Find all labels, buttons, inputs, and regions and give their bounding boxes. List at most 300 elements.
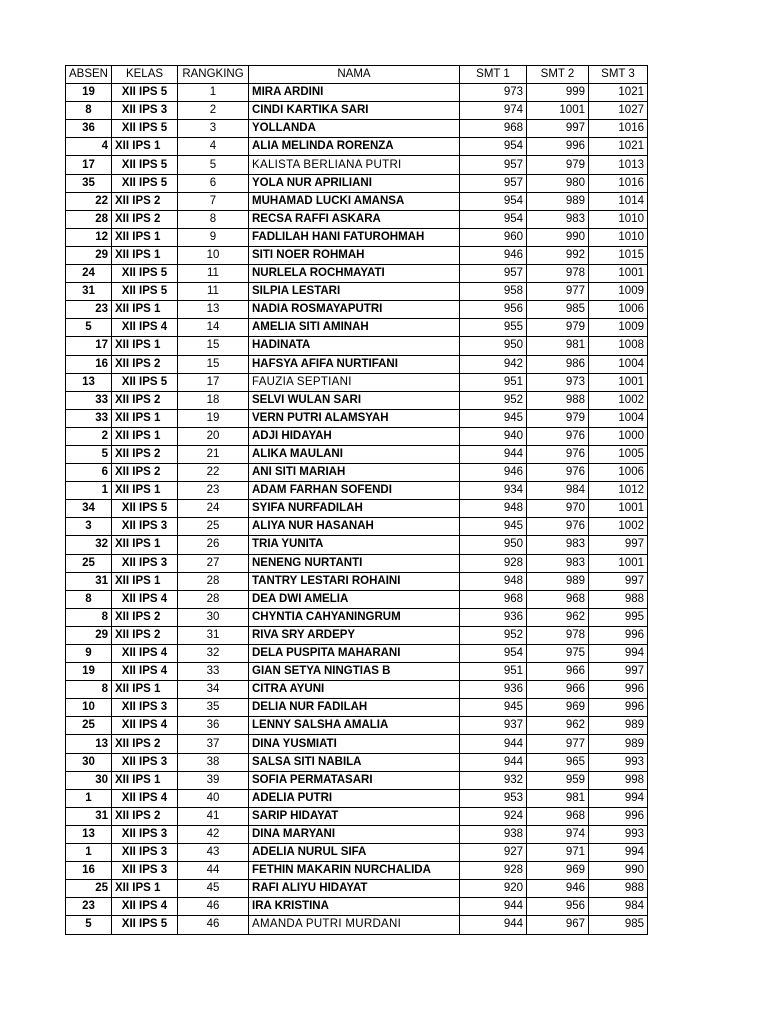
- rank-cell: 18: [178, 391, 249, 409]
- absen-cell: 8: [66, 590, 112, 608]
- table-row: [66, 862, 648, 880]
- smt2-cell: 988: [527, 391, 589, 409]
- smt3-cell: 1006: [589, 464, 648, 482]
- smt2-cell: 959: [527, 771, 589, 789]
- smt1-cell: 957: [460, 265, 527, 283]
- absen-cell: 2: [66, 427, 112, 445]
- smt1-cell: 973: [460, 84, 527, 102]
- rank-cell: 3: [178, 120, 249, 138]
- smt2-cell: 969: [527, 862, 589, 880]
- smt1-cell: 955: [460, 319, 527, 337]
- rank-cell: 43: [178, 844, 249, 862]
- nama-cell: AMELIA SITI AMINAH: [249, 319, 460, 337]
- smt3-cell: 1014: [589, 192, 648, 210]
- kelas-cell: XII IPS 5: [112, 283, 178, 301]
- kelas-cell: XII IPS 2: [112, 608, 178, 626]
- rank-cell: 35: [178, 699, 249, 717]
- smt2-cell: 981: [527, 789, 589, 807]
- table-row: [66, 717, 648, 735]
- kelas-cell: XII IPS 2: [112, 391, 178, 409]
- rank-cell: 23: [178, 482, 249, 500]
- smt3-cell: 988: [589, 590, 648, 608]
- rank-cell: 9: [178, 228, 249, 246]
- absen-cell: 13: [66, 735, 112, 753]
- absen-cell: 1: [66, 482, 112, 500]
- kelas-cell: XII IPS 1: [112, 572, 178, 590]
- kelas-cell: XII IPS 2: [112, 735, 178, 753]
- smt2-cell: 999: [527, 84, 589, 102]
- smt1-cell: 960: [460, 228, 527, 246]
- nama-cell: TRIA YUNITA: [249, 536, 460, 554]
- nama-cell: FAUZIA SEPTIANI: [249, 373, 460, 391]
- rank-cell: 45: [178, 880, 249, 898]
- rank-cell: 14: [178, 319, 249, 337]
- absen-cell: 5: [66, 916, 112, 934]
- table-row: [66, 789, 648, 807]
- smt3-cell: 997: [589, 572, 648, 590]
- table-row: [66, 192, 648, 210]
- nama-cell: ADELIA PUTRI: [249, 789, 460, 807]
- smt1-cell: 957: [460, 174, 527, 192]
- table-row: [66, 753, 648, 771]
- nama-cell: SILPIA LESTARI: [249, 283, 460, 301]
- kelas-cell: XII IPS 2: [112, 210, 178, 228]
- table-row: [66, 265, 648, 283]
- smt1-cell: 940: [460, 427, 527, 445]
- smt2-cell: 975: [527, 645, 589, 663]
- smt3-cell: 1005: [589, 445, 648, 463]
- kelas-cell: XII IPS 1: [112, 228, 178, 246]
- smt2-cell: 969: [527, 699, 589, 717]
- absen-cell: 5: [66, 319, 112, 337]
- smt2-cell: 979: [527, 156, 589, 174]
- smt3-cell: 997: [589, 536, 648, 554]
- absen-cell: 13: [66, 825, 112, 843]
- smt2-cell: 979: [527, 319, 589, 337]
- smt3-cell: 1013: [589, 156, 648, 174]
- absen-cell: 17: [66, 337, 112, 355]
- smt3-cell: 1009: [589, 319, 648, 337]
- nama-cell: ANI SITI MARIAH: [249, 464, 460, 482]
- smt3-cell: 996: [589, 699, 648, 717]
- smt2-cell: 976: [527, 464, 589, 482]
- smt1-cell: 946: [460, 246, 527, 264]
- table-row: [66, 645, 648, 663]
- kelas-cell: XII IPS 2: [112, 445, 178, 463]
- smt1-cell: 944: [460, 916, 527, 934]
- smt2-cell: 996: [527, 138, 589, 156]
- table-row: [66, 572, 648, 590]
- nama-cell: ADELIA NURUL SIFA: [249, 844, 460, 862]
- smt1-cell: 952: [460, 391, 527, 409]
- table-row: [66, 898, 648, 916]
- header-kelas: KELAS: [112, 66, 178, 84]
- kelas-cell: XII IPS 3: [112, 699, 178, 717]
- absen-cell: 23: [66, 301, 112, 319]
- smt2-cell: 983: [527, 554, 589, 572]
- smt3-cell: 985: [589, 916, 648, 934]
- kelas-cell: XII IPS 3: [112, 825, 178, 843]
- absen-cell: 13: [66, 373, 112, 391]
- kelas-cell: XII IPS 1: [112, 301, 178, 319]
- rank-cell: 15: [178, 355, 249, 373]
- smt2-cell: 992: [527, 246, 589, 264]
- smt1-cell: 924: [460, 807, 527, 825]
- kelas-cell: XII IPS 5: [112, 84, 178, 102]
- smt1-cell: 950: [460, 337, 527, 355]
- kelas-cell: XII IPS 4: [112, 898, 178, 916]
- absen-cell: 8: [66, 608, 112, 626]
- smt3-cell: 989: [589, 717, 648, 735]
- nama-cell: SOFIA PERMATASARI: [249, 771, 460, 789]
- table-row: [66, 156, 648, 174]
- kelas-cell: XII IPS 3: [112, 862, 178, 880]
- smt3-cell: 1021: [589, 84, 648, 102]
- header-row: [66, 66, 648, 84]
- rank-cell: 41: [178, 807, 249, 825]
- rank-cell: 6: [178, 174, 249, 192]
- smt1-cell: 946: [460, 464, 527, 482]
- smt1-cell: 944: [460, 753, 527, 771]
- smt3-cell: 1000: [589, 427, 648, 445]
- nama-cell: FADLILAH HANI FATUROHMAH: [249, 228, 460, 246]
- smt1-cell: 954: [460, 210, 527, 228]
- nama-cell: SALSA SITI NABILA: [249, 753, 460, 771]
- smt3-cell: 1012: [589, 482, 648, 500]
- absen-cell: 16: [66, 355, 112, 373]
- smt2-cell: 976: [527, 427, 589, 445]
- nama-cell: CITRA AYUNI: [249, 681, 460, 699]
- smt2-cell: 989: [527, 192, 589, 210]
- smt2-cell: 965: [527, 753, 589, 771]
- table-row: [66, 102, 648, 120]
- smt3-cell: 990: [589, 862, 648, 880]
- table-row: [66, 518, 648, 536]
- smt1-cell: 934: [460, 482, 527, 500]
- smt2-cell: 971: [527, 844, 589, 862]
- kelas-cell: XII IPS 1: [112, 771, 178, 789]
- smt2-cell: 985: [527, 301, 589, 319]
- kelas-cell: XII IPS 5: [112, 916, 178, 934]
- nama-cell: AMANDA PUTRI MURDANI: [249, 916, 460, 934]
- smt3-cell: 1021: [589, 138, 648, 156]
- smt3-cell: 989: [589, 735, 648, 753]
- smt1-cell: 951: [460, 373, 527, 391]
- nama-cell: CINDI KARTIKA SARI: [249, 102, 460, 120]
- rank-cell: 21: [178, 445, 249, 463]
- smt2-cell: 981: [527, 337, 589, 355]
- header-absen: ABSEN: [66, 66, 112, 84]
- nama-cell: MUHAMAD LUCKI AMANSA: [249, 192, 460, 210]
- smt3-cell: 1001: [589, 373, 648, 391]
- nama-cell: SITI NOER ROHMAH: [249, 246, 460, 264]
- smt2-cell: 976: [527, 445, 589, 463]
- nama-cell: KALISTA BERLIANA PUTRI: [249, 156, 460, 174]
- smt1-cell: 956: [460, 301, 527, 319]
- rank-cell: 40: [178, 789, 249, 807]
- smt2-cell: 974: [527, 825, 589, 843]
- rank-cell: 1: [178, 84, 249, 102]
- smt3-cell: 1006: [589, 301, 648, 319]
- smt2-cell: 956: [527, 898, 589, 916]
- nama-cell: NADIA ROSMAYAPUTRI: [249, 301, 460, 319]
- table-row: [66, 844, 648, 862]
- smt3-cell: 1001: [589, 554, 648, 572]
- smt1-cell: 936: [460, 608, 527, 626]
- header-smt1: SMT 1: [460, 66, 527, 84]
- nama-cell: ADAM FARHAN SOFENDI: [249, 482, 460, 500]
- smt1-cell: 920: [460, 880, 527, 898]
- kelas-cell: XII IPS 2: [112, 192, 178, 210]
- nama-cell: LENNY SALSHA AMALIA: [249, 717, 460, 735]
- smt1-cell: 948: [460, 572, 527, 590]
- table-row: [66, 120, 648, 138]
- table-row: [66, 536, 648, 554]
- rank-cell: 8: [178, 210, 249, 228]
- nama-cell: YOLLANDA: [249, 120, 460, 138]
- smt1-cell: 928: [460, 554, 527, 572]
- nama-cell: VERN PUTRI ALAMSYAH: [249, 409, 460, 427]
- absen-cell: 25: [66, 554, 112, 572]
- smt1-cell: 953: [460, 789, 527, 807]
- smt1-cell: 968: [460, 590, 527, 608]
- rank-cell: 34: [178, 681, 249, 699]
- smt2-cell: 977: [527, 735, 589, 753]
- absen-cell: 36: [66, 120, 112, 138]
- smt1-cell: 942: [460, 355, 527, 373]
- smt3-cell: 996: [589, 626, 648, 644]
- table-row: [66, 771, 648, 789]
- absen-cell: 30: [66, 753, 112, 771]
- kelas-cell: XII IPS 3: [112, 518, 178, 536]
- smt3-cell: 998: [589, 771, 648, 789]
- rank-cell: 46: [178, 916, 249, 934]
- table-row: [66, 174, 648, 192]
- table-row: [66, 246, 648, 264]
- kelas-cell: XII IPS 4: [112, 663, 178, 681]
- absen-cell: 10: [66, 699, 112, 717]
- smt1-cell: 938: [460, 825, 527, 843]
- smt1-cell: 945: [460, 409, 527, 427]
- smt1-cell: 944: [460, 445, 527, 463]
- absen-cell: 16: [66, 862, 112, 880]
- kelas-cell: XII IPS 3: [112, 102, 178, 120]
- table-row: [66, 228, 648, 246]
- kelas-cell: XII IPS 3: [112, 844, 178, 862]
- smt3-cell: 1001: [589, 265, 648, 283]
- kelas-cell: XII IPS 5: [112, 265, 178, 283]
- nama-cell: GIAN SETYA NINGTIAS B: [249, 663, 460, 681]
- absen-cell: 19: [66, 84, 112, 102]
- rank-cell: 38: [178, 753, 249, 771]
- table-row: [66, 482, 648, 500]
- table-row: [66, 880, 648, 898]
- absen-cell: 3: [66, 518, 112, 536]
- table-row: [66, 84, 648, 102]
- smt2-cell: 990: [527, 228, 589, 246]
- smt1-cell: 974: [460, 102, 527, 120]
- rank-cell: 30: [178, 608, 249, 626]
- absen-cell: 25: [66, 717, 112, 735]
- kelas-cell: XII IPS 3: [112, 753, 178, 771]
- nama-cell: ALIYA NUR HASANAH: [249, 518, 460, 536]
- nama-cell: NURLELA ROCHMAYATI: [249, 265, 460, 283]
- smt3-cell: 994: [589, 789, 648, 807]
- smt2-cell: 968: [527, 807, 589, 825]
- absen-cell: 12: [66, 228, 112, 246]
- rank-cell: 17: [178, 373, 249, 391]
- kelas-cell: XII IPS 2: [112, 807, 178, 825]
- table-row: [66, 825, 648, 843]
- nama-cell: SELVI WULAN SARI: [249, 391, 460, 409]
- rank-cell: 36: [178, 717, 249, 735]
- smt2-cell: 980: [527, 174, 589, 192]
- kelas-cell: XII IPS 4: [112, 645, 178, 663]
- table-row: [66, 445, 648, 463]
- smt2-cell: 983: [527, 210, 589, 228]
- kelas-cell: XII IPS 4: [112, 319, 178, 337]
- header-rangking: RANGKING: [178, 66, 249, 84]
- smt1-cell: 945: [460, 699, 527, 717]
- kelas-cell: XII IPS 5: [112, 156, 178, 174]
- table-row: [66, 807, 648, 825]
- table-row: [66, 608, 648, 626]
- absen-cell: 23: [66, 898, 112, 916]
- nama-cell: RAFI ALIYU HIDAYAT: [249, 880, 460, 898]
- rank-cell: 20: [178, 427, 249, 445]
- table-row: [66, 626, 648, 644]
- kelas-cell: XII IPS 1: [112, 482, 178, 500]
- smt2-cell: 997: [527, 120, 589, 138]
- smt2-cell: 989: [527, 572, 589, 590]
- smt1-cell: 954: [460, 138, 527, 156]
- nama-cell: IRA KRISTINA: [249, 898, 460, 916]
- smt2-cell: 1001: [527, 102, 589, 120]
- nama-cell: DEA DWI AMELIA: [249, 590, 460, 608]
- rank-cell: 44: [178, 862, 249, 880]
- absen-cell: 29: [66, 626, 112, 644]
- kelas-cell: XII IPS 4: [112, 590, 178, 608]
- table-row: [66, 699, 648, 717]
- smt1-cell: 932: [460, 771, 527, 789]
- smt2-cell: 977: [527, 283, 589, 301]
- kelas-cell: XII IPS 1: [112, 536, 178, 554]
- rank-cell: 19: [178, 409, 249, 427]
- absen-cell: 31: [66, 572, 112, 590]
- absen-cell: 22: [66, 192, 112, 210]
- kelas-cell: XII IPS 4: [112, 789, 178, 807]
- smt2-cell: 967: [527, 916, 589, 934]
- smt1-cell: 950: [460, 536, 527, 554]
- smt1-cell: 968: [460, 120, 527, 138]
- smt1-cell: 957: [460, 156, 527, 174]
- nama-cell: TANTRY LESTARI ROHAINI: [249, 572, 460, 590]
- smt3-cell: 1002: [589, 518, 648, 536]
- rank-cell: 39: [178, 771, 249, 789]
- rank-cell: 4: [178, 138, 249, 156]
- nama-cell: DINA MARYANI: [249, 825, 460, 843]
- nama-cell: MIRA ARDINI: [249, 84, 460, 102]
- smt2-cell: 986: [527, 355, 589, 373]
- smt3-cell: 1001: [589, 500, 648, 518]
- smt2-cell: 970: [527, 500, 589, 518]
- rank-cell: 24: [178, 500, 249, 518]
- smt1-cell: 945: [460, 518, 527, 536]
- kelas-cell: XII IPS 2: [112, 464, 178, 482]
- nama-cell: ALIA MELINDA RORENZA: [249, 138, 460, 156]
- nama-cell: SARIP HIDAYAT: [249, 807, 460, 825]
- table-body: [66, 84, 648, 934]
- absen-cell: 5: [66, 445, 112, 463]
- smt3-cell: 996: [589, 807, 648, 825]
- nama-cell: DINA YUSMIATI: [249, 735, 460, 753]
- table-row: [66, 590, 648, 608]
- table-row: [66, 735, 648, 753]
- smt3-cell: 994: [589, 844, 648, 862]
- ranking-table: [65, 65, 648, 935]
- smt3-cell: 1004: [589, 355, 648, 373]
- kelas-cell: XII IPS 5: [112, 174, 178, 192]
- absen-cell: 17: [66, 156, 112, 174]
- rank-cell: 11: [178, 265, 249, 283]
- rank-cell: 37: [178, 735, 249, 753]
- kelas-cell: XII IPS 1: [112, 138, 178, 156]
- rank-cell: 28: [178, 572, 249, 590]
- rank-cell: 42: [178, 825, 249, 843]
- kelas-cell: XII IPS 1: [112, 880, 178, 898]
- rank-cell: 22: [178, 464, 249, 482]
- smt2-cell: 973: [527, 373, 589, 391]
- smt1-cell: 944: [460, 735, 527, 753]
- nama-cell: YOLA NUR APRILIANI: [249, 174, 460, 192]
- kelas-cell: XII IPS 2: [112, 355, 178, 373]
- smt1-cell: 954: [460, 645, 527, 663]
- smt1-cell: 951: [460, 663, 527, 681]
- smt1-cell: 928: [460, 862, 527, 880]
- smt3-cell: 1004: [589, 409, 648, 427]
- smt2-cell: 966: [527, 663, 589, 681]
- smt2-cell: 968: [527, 590, 589, 608]
- smt3-cell: 1016: [589, 120, 648, 138]
- rank-cell: 46: [178, 898, 249, 916]
- table-row: [66, 138, 648, 156]
- smt1-cell: 952: [460, 626, 527, 644]
- smt2-cell: 976: [527, 518, 589, 536]
- smt2-cell: 966: [527, 681, 589, 699]
- absen-cell: 30: [66, 771, 112, 789]
- nama-cell: FETHIN MAKARIN NURCHALIDA: [249, 862, 460, 880]
- smt1-cell: 958: [460, 283, 527, 301]
- absen-cell: 32: [66, 536, 112, 554]
- absen-cell: 29: [66, 246, 112, 264]
- smt2-cell: 962: [527, 608, 589, 626]
- smt2-cell: 983: [527, 536, 589, 554]
- table-row: [66, 210, 648, 228]
- smt3-cell: 993: [589, 753, 648, 771]
- rank-cell: 33: [178, 663, 249, 681]
- nama-cell: NENENG NURTANTI: [249, 554, 460, 572]
- kelas-cell: XII IPS 1: [112, 246, 178, 264]
- table-row: [66, 319, 648, 337]
- absen-cell: 8: [66, 681, 112, 699]
- kelas-cell: XII IPS 5: [112, 500, 178, 518]
- rank-cell: 31: [178, 626, 249, 644]
- rank-cell: 11: [178, 283, 249, 301]
- kelas-cell: XII IPS 5: [112, 120, 178, 138]
- smt3-cell: 1010: [589, 210, 648, 228]
- absen-cell: 25: [66, 880, 112, 898]
- table-row: [66, 681, 648, 699]
